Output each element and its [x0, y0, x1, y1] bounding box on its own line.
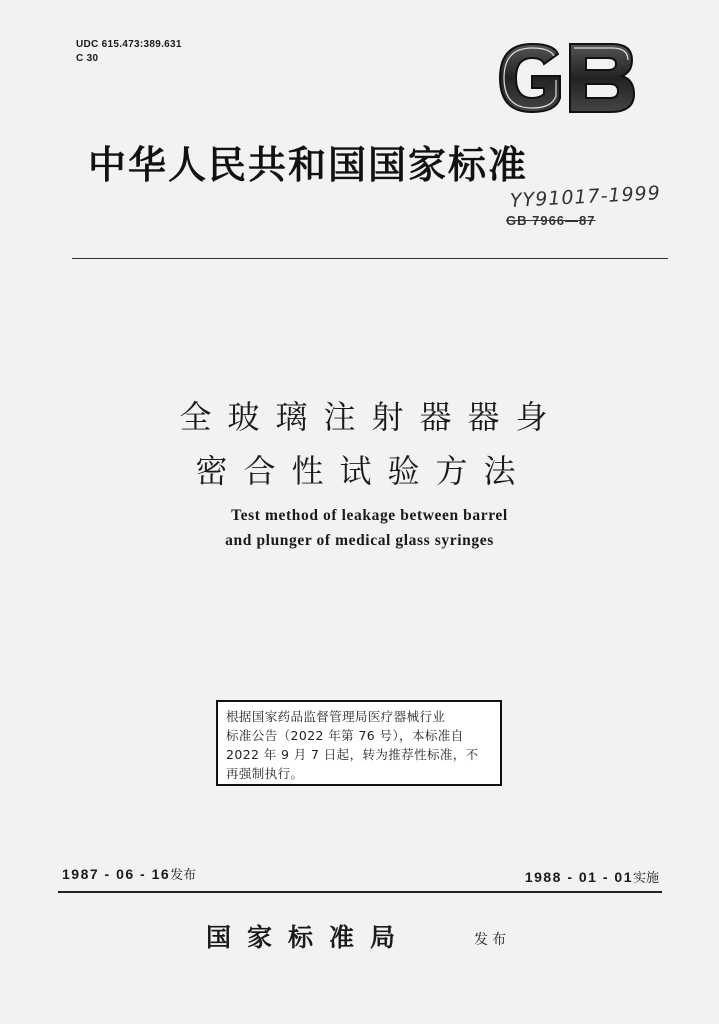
class-code: C 30	[76, 53, 99, 64]
gb-logo-icon	[496, 40, 636, 116]
notice-line: 根据国家药品监督管理局医疗器械行业	[226, 709, 446, 724]
issue-label: 发布	[170, 868, 197, 883]
issue-date	[62, 864, 196, 883]
bottom-divider	[58, 891, 662, 893]
en-title-line2: and plunger of medical glass syringes	[225, 532, 494, 549]
cn-title-line2: 密合性试验方法	[195, 452, 532, 490]
old-standard-number: GB 7966—87	[506, 213, 596, 228]
udc-classification	[76, 38, 182, 66]
effective-date	[525, 867, 659, 886]
udc-code: UDC 615.473:389.631	[76, 39, 182, 50]
notice-line: 标准公告（2022 年第 76 号），本标准自	[226, 728, 464, 743]
issue-date-value: 1987 - 06 - 16	[62, 866, 171, 882]
notice-line: 再强制执行。	[226, 766, 304, 781]
publisher-suffix: 发布	[474, 932, 510, 948]
notice-box	[216, 700, 502, 786]
cn-title-line1: 全玻璃注射器器身	[179, 398, 564, 436]
top-divider	[72, 258, 668, 259]
effective-label: 实施	[632, 871, 659, 886]
notice-line: 2022 年 9 月 7 日起，转为推荐性标准，不	[226, 747, 479, 762]
main-title: 中华人民共和国国家标准	[88, 143, 529, 187]
handwritten-standard-number: YY91017-1999	[509, 182, 662, 212]
en-title-line1: Test method of leakage between barrel	[231, 507, 508, 524]
effective-date-value: 1988 - 01 - 01	[524, 869, 633, 885]
publisher-name: 国家标准局	[206, 923, 412, 952]
